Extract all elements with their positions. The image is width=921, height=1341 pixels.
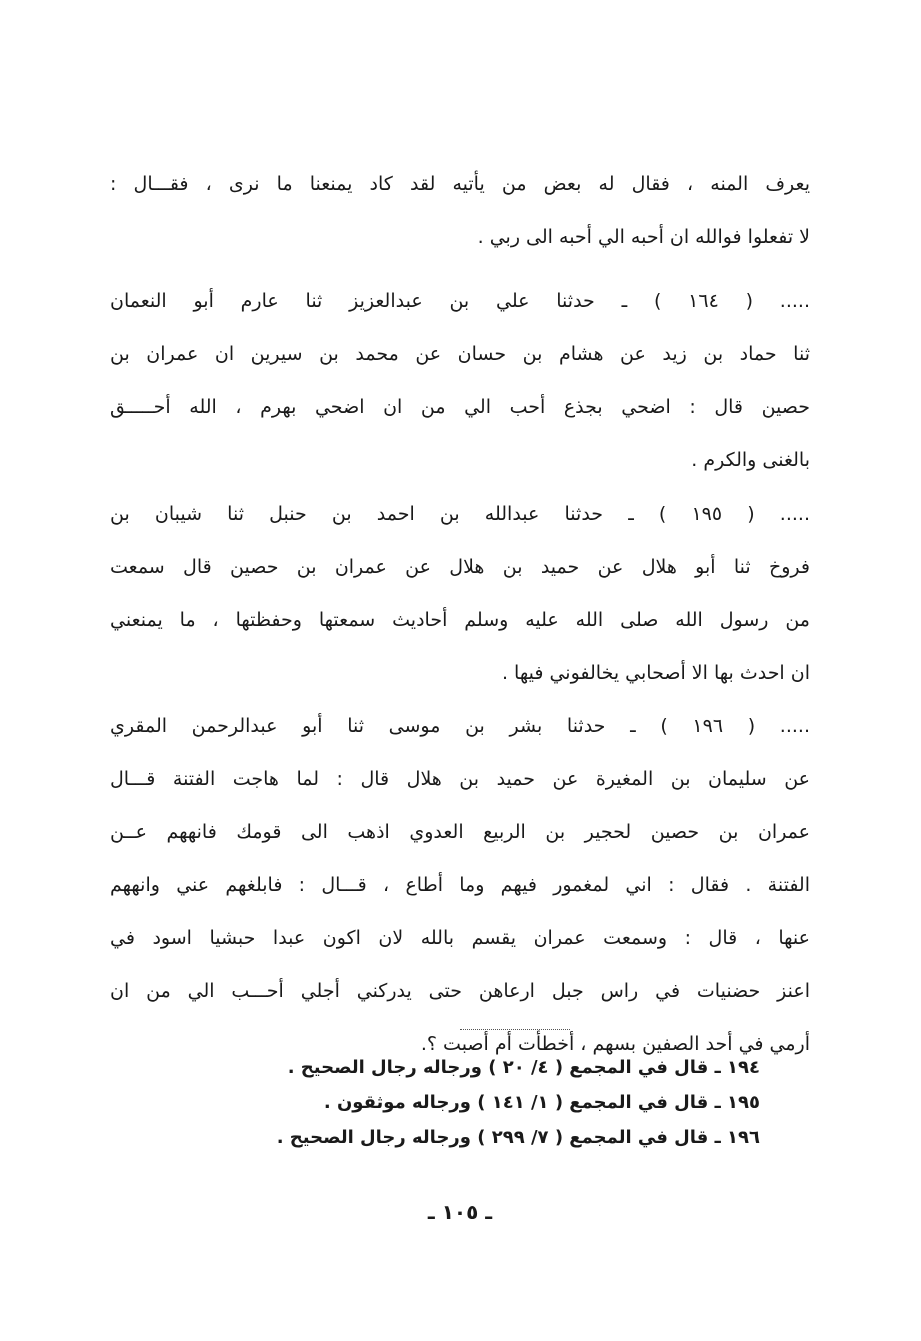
text-line: ..... ( ١٦٤ ) ـ حدثنا علي بن عبدالعزيز ثنا عارم أبو النعمان bbox=[110, 290, 810, 312]
footnotes bbox=[180, 1050, 760, 1155]
paragraph-hadith-196 bbox=[110, 700, 810, 1071]
text-line: يعرف المنه ، فقال له بعض من يأتيه لقد كاد يمنعنا ما نرى ، فقـــال : bbox=[110, 173, 810, 195]
text-line: الفتنة . فقال : اني لمغمور فيهم وما أطاع ، قـــال : فابلغهم عني وانههم bbox=[110, 874, 810, 896]
text-line: عمران بن حصين لحجير بن الربيع العدوي اذهب الى قومك فانههم عــن bbox=[110, 821, 810, 843]
footnote-item: ١٩٦ ـ قال في المجمع ( ٧/ ٢٩٩ ) ورجاله رجال الصحيح . bbox=[276, 1127, 760, 1148]
text-line: فروخ ثنا أبو هلال عن حميد بن هلال عن عمران بن حصين قال سمعت bbox=[110, 556, 810, 578]
paragraph-hadith-195 bbox=[110, 488, 810, 700]
text-line: ..... ( ١٩٦ ) ـ حدثنا بشر بن موسى ثنا أبو عبدالرحمن المقري bbox=[110, 715, 810, 737]
page-number: ـ ١٠٥ ـ bbox=[427, 1200, 493, 1224]
paragraph-hadith-164 bbox=[110, 275, 810, 487]
text-line: اعنز حضنيات في راس جبل ارعاهن حتى يدركني أجلي أحـــب الي من ان bbox=[110, 980, 810, 1002]
text-line: من رسول الله صلى الله عليه وسلم أحاديث سمعتها وحفظتها ، ما يمنعني bbox=[110, 609, 810, 631]
text-line: بالغنى والكرم . bbox=[691, 449, 810, 471]
text-line: عنها ، قال : وسمعت عمران يقسم بالله لان اكون عبدا حبشيا اسود في bbox=[110, 927, 810, 949]
footnote-divider bbox=[460, 1029, 570, 1030]
text-line: لا تفعلوا فوالله ان أحبه الي أحبه الى ربي . bbox=[477, 226, 810, 248]
footnote-item: ١٩٥ ـ قال في المجمع ( ١/ ١٤١ ) ورجاله موثقون . bbox=[323, 1092, 760, 1113]
paragraph-continuation bbox=[110, 158, 810, 264]
text-line: ان احدث بها الا أصحابي يخالفوني فيها . bbox=[501, 662, 810, 684]
text-line: ثنا حماد بن زيد عن هشام بن حسان عن محمد بن سيرين ان عمران بن bbox=[110, 343, 810, 365]
text-line: أرمي في أحد الصفين بسهم ، أخطأت أم أصبت ؟. bbox=[420, 1033, 810, 1055]
text-line: حصين قال : اضحي بجذع أحب الي من ان اضحي بهرم ، الله أحـــــق bbox=[110, 396, 810, 418]
text-line: عن سليمان بن المغيرة عن حميد بن هلال قال : لما هاجت الفتنة قـــال bbox=[110, 768, 810, 790]
footnote-item: ١٩٤ ـ قال في المجمع ( ٤/ ٢٠ ) ورجاله رجال الصحيح . bbox=[287, 1057, 760, 1078]
text-line: ..... ( ١٩٥ ) ـ حدثنا عبدالله بن احمد بن حنبل ثنا شيبان بن bbox=[110, 503, 810, 525]
